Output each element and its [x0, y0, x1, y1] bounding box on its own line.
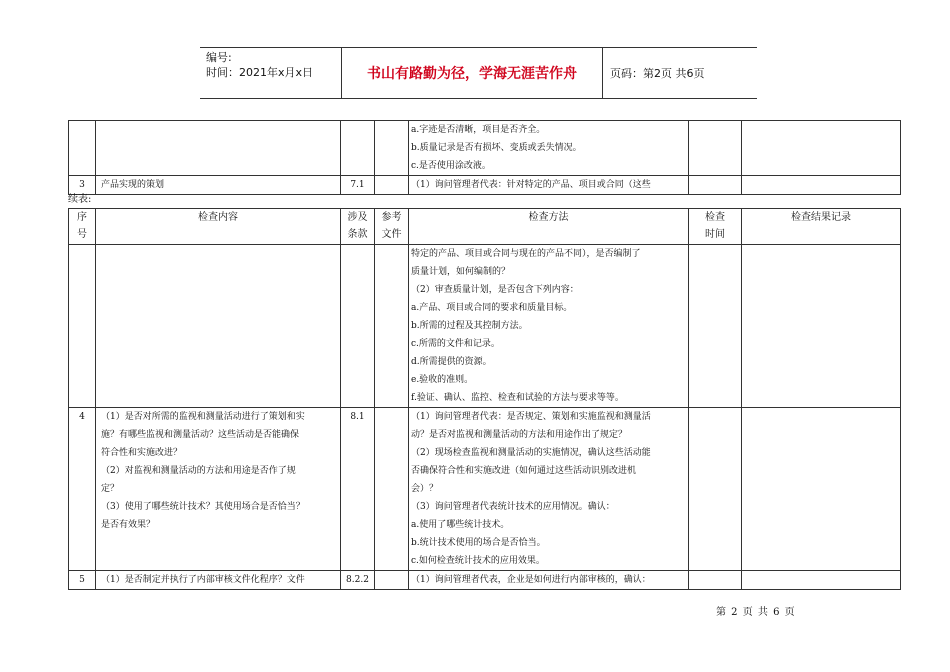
cell-clause: 8.2.2: [341, 571, 375, 590]
cell-result: [742, 176, 901, 195]
table-header-row: [69, 209, 901, 245]
header-result: 检查结果记录: [742, 209, 901, 245]
content-line: （1）是否对所需的监视和测量活动进行了策划和实: [101, 412, 305, 422]
header-text: 时间: [705, 229, 725, 240]
cell-result: [742, 121, 901, 176]
cell-no: [69, 121, 96, 176]
method-line: （3）询问管理者代表统计技术的应用情况。确认：: [411, 502, 615, 512]
header-page-label: 页码：第2页 共6页: [610, 67, 705, 80]
header-no: [69, 209, 96, 245]
cell-clause: 8.1: [341, 408, 375, 571]
inspection-table: [68, 208, 901, 590]
method-line: 动？是否对监视和测量活动的方法和用途作出了规定？: [411, 430, 628, 440]
cell-ref: [375, 176, 409, 195]
header-meta: [200, 48, 341, 98]
content-line: （2）对监视和测量活动的方法和用途是否作了规: [101, 466, 296, 476]
cell-time: [689, 176, 742, 195]
cell-ref: [375, 408, 409, 571]
cell-method: [409, 408, 689, 571]
method-line: c.是否使用涂改液。: [411, 161, 491, 171]
cell-content: [96, 245, 341, 408]
table-row: [69, 571, 901, 590]
content-line: 施？有哪些监视和测量活动？这些活动是否能确保: [101, 430, 300, 440]
cell-clause: 7.1: [341, 176, 375, 195]
cell-clause: [341, 121, 375, 176]
method-line: c.如何检查统计技术的应用效果。: [411, 556, 545, 566]
content-line: 是否有效果？: [101, 520, 156, 530]
method-line: 否确保符合性和实施改进（如何通过这些活动识别改进机: [411, 466, 637, 476]
method-line: 质量计划，如何编制的？: [411, 267, 511, 277]
continued-label: 续表:: [68, 194, 92, 205]
method-line: e.验收的准则。: [411, 375, 474, 385]
method-line: （1）询问管理者代表，企业是如何进行内部审核的，确认：: [411, 575, 651, 585]
method-line: f.验证、确认、监控、检查和试验的方法与要求等等。: [411, 393, 624, 403]
method-line: b.统计技术使用的场合是否恰当。: [411, 538, 546, 548]
cell-result: [742, 245, 901, 408]
method-line: （2）现场检查监视和测量活动的实施情况，确认这些活动能: [411, 448, 651, 458]
method-line: 特定的产品、项目或合同与现在的产品不同），是否编制了: [411, 249, 641, 259]
cell-time: [689, 408, 742, 571]
cell-content: [96, 571, 341, 590]
header-method: 检查方法: [409, 209, 689, 245]
header-clause: [341, 209, 375, 245]
method-line: c.所需的文件和记录。: [411, 339, 500, 349]
table-row: [69, 408, 901, 571]
header-text: 涉及: [347, 212, 368, 223]
method-line: b.质量记录是否有损坏、变质或丢失情况。: [411, 143, 582, 153]
method-line: a.使用了哪些统计技术。: [411, 520, 510, 530]
document-number-label: 编号:: [206, 51, 232, 64]
method-line: 会）？: [411, 484, 439, 494]
cell-clause: [341, 245, 375, 408]
table-row: [69, 121, 901, 176]
method-line: （2）审查质量计划，是否包含下列内容：: [411, 285, 579, 295]
content-line: （3）使用了哪些统计技术？其使用场合是否恰当？: [101, 502, 305, 512]
cell-no: 3: [69, 176, 96, 195]
cell-result: [742, 408, 901, 571]
header-content: 检查内容: [96, 209, 341, 245]
header-text: 检查: [705, 212, 725, 223]
page-footer: 第 2 页 共 6 页: [716, 607, 796, 618]
method-line: b.所需的过程及其控制方法。: [411, 321, 528, 331]
header-text: 号: [77, 229, 87, 240]
cell-no: 4: [69, 408, 96, 571]
cell-content: [96, 408, 341, 571]
content-line: 定？: [101, 484, 120, 494]
top-table: [68, 120, 901, 195]
header-text: 序: [77, 212, 87, 223]
cell-no: [69, 245, 96, 408]
table-row: [69, 176, 901, 195]
method-line: d.所需提供的资源。: [411, 357, 492, 367]
cell-time: [689, 121, 742, 176]
cell-method: [409, 121, 689, 176]
cell-method: [409, 245, 689, 408]
content-line: 符合性和实施改进？: [101, 448, 183, 458]
cell-result: [742, 571, 901, 590]
method-line: a.字迹是否清晰，项目是否齐全。: [411, 125, 546, 135]
cell-content: 产品实现的策划: [96, 176, 341, 195]
page-header: [200, 47, 757, 99]
content-line: （1）是否制定并执行了内部审核文件化程序？文件: [101, 575, 305, 585]
cell-ref: [375, 245, 409, 408]
cell-time: [689, 245, 742, 408]
method-line: a.产品、项目或合同的要求和质量目标。: [411, 303, 573, 313]
cell-method: [409, 571, 689, 590]
cell-no: 5: [69, 571, 96, 590]
header-text: 文件: [381, 229, 402, 240]
cell-ref: [375, 571, 409, 590]
document-time-label: 时间：2021年x月x日: [206, 66, 314, 79]
table-row: [69, 245, 901, 408]
method-line: （1）询问管理者代表：是否规定、策划和实施监视和测量活: [411, 412, 651, 422]
cell-method: [409, 176, 689, 195]
header-ref: [375, 209, 409, 245]
header-text: 条款: [347, 229, 368, 240]
header-time: [689, 209, 742, 245]
cell-ref: [375, 121, 409, 176]
method-line: （1）询问管理者代表：针对特定的产品、项目或合同（这些: [411, 180, 651, 190]
header-motto: 书山有路勤为径，学海无涯苦作舟: [341, 48, 603, 98]
cell-time: [689, 571, 742, 590]
cell-content: [96, 121, 341, 176]
header-text: 参考: [381, 212, 402, 223]
